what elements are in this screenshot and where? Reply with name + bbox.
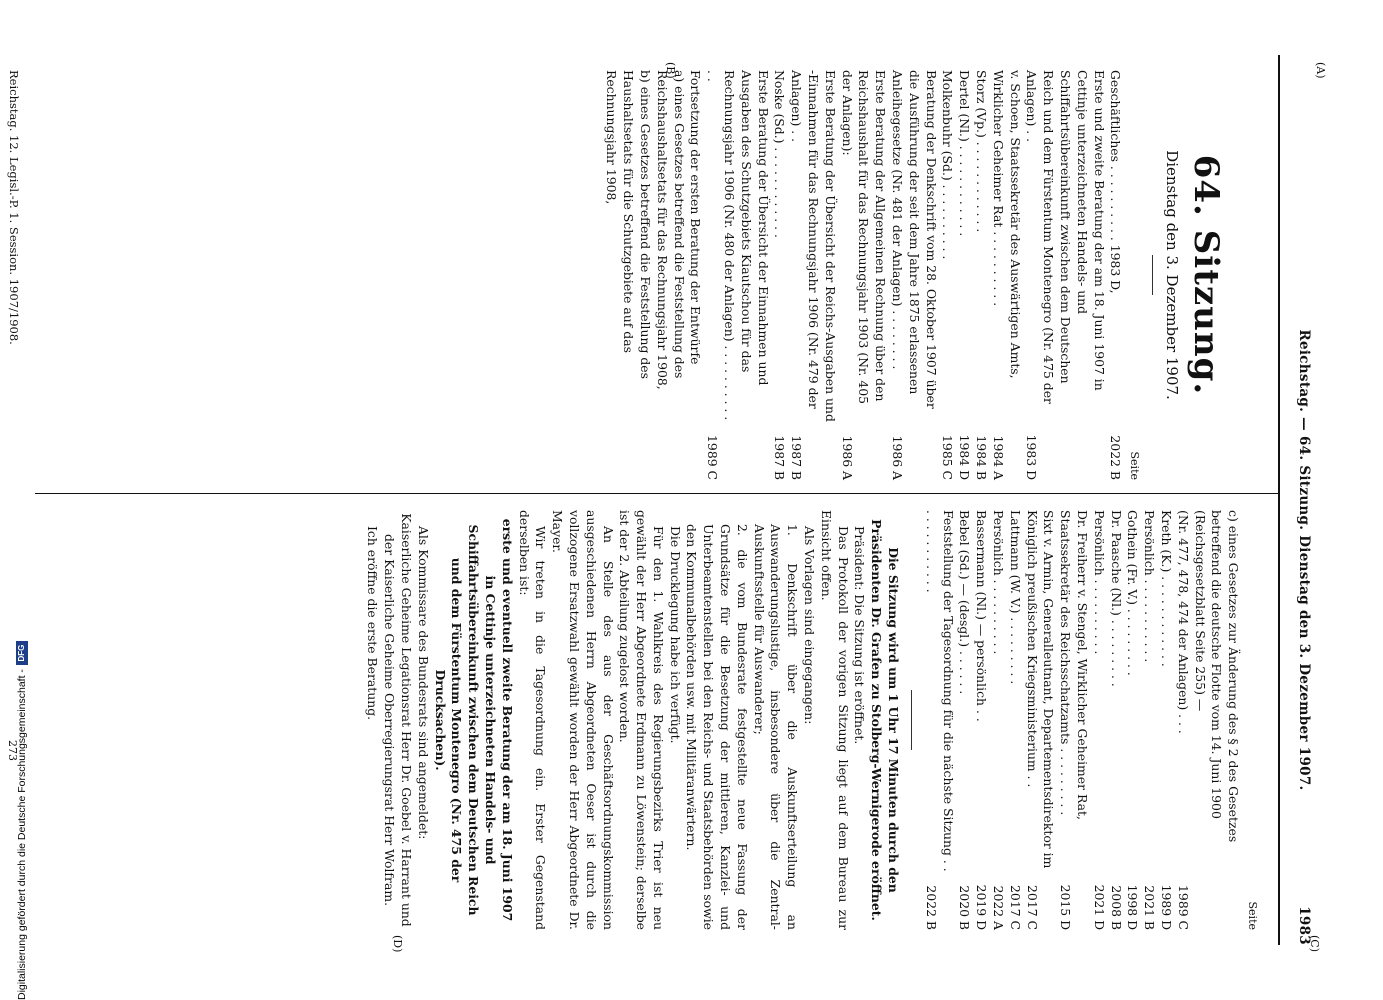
header-rule [1278, 55, 1280, 945]
contents-entry-page: 2022 B [923, 885, 939, 930]
contents-entry-page: 2015 D [1058, 884, 1074, 930]
contents-entry-text: Fortsetzung der ersten Beratung der Entwürfe [688, 70, 704, 365]
contents-entry-page: 1986 A [890, 435, 906, 480]
contents-entry-text: Molkenbuhr (Sd.) . . . . . . . . . . [940, 70, 956, 260]
contents-entry-page: 1986 A [839, 435, 855, 480]
contents-entry-page: 1985 C [940, 435, 956, 480]
contents-entry-page: 2017 C [1024, 885, 1040, 930]
submission-item-1: 1. Denkschrift über die Auskunftserteilung an Auswanderungslustige, insbesondere über die Zentral-Auskunftsstelle für Auswanderer; [751, 524, 801, 930]
proceedings [364, 510, 902, 930]
contents-entry [603, 70, 653, 480]
contents-entry [771, 70, 788, 480]
election-note: Für den 1. Wahlkreis des Regierungsbezirks Trier ist neu gewählt der Herr Abgeordnete Erdmann zu Löwenstein; derselbe ist der 2. Abteilung zugelost worden. [617, 510, 666, 930]
contents-entry-page: 1989 C [1175, 885, 1191, 930]
contents-entry-text: Dr. Freiherr v. Stengel, Wirklicher Geheimer Rat, Staatssekretär des Reichsschatzamts . . . . . . . . . [1058, 510, 1091, 820]
contents-entry-page: 1984 A [990, 435, 1006, 480]
contents-entry-text: Erste und zweite Beratung der am 18. Juni 1907 in Cettinje unterzeichneten Handels- und Schiffahrtsübereinkunft zwischen dem Deutschen Reich und dem Fürstentum Montenegro (Nr. 475 der Anlagen) . . [1024, 70, 1107, 404]
running-head: Reichstag. — 64. Sitzung. Dienstag den 3. Dezember 1907. [1296, 329, 1312, 791]
footer-sheet-number: 273 [6, 740, 19, 761]
contents-entry [838, 70, 888, 480]
contents-entry-text: Storz (Vp.) . . . . . . . . . . . . [974, 70, 990, 233]
contents-entry-page: 1987 B [789, 435, 805, 480]
commission-note: An Stelle des aus der Geschäftsordnungskommission ausgeschiedenen Herrn Abgeordneten Oeser ist durch die vollzogene Ersatzwahl gewählt worden der Herr Abgeordnete Dr. Mayer. [550, 510, 616, 930]
contents-entry [989, 510, 1006, 930]
president-opens: Präsident: Die Sitzung ist eröffnet. [852, 526, 868, 745]
contents-entry [888, 70, 938, 480]
contents-entry-text: Erste Beratung der Übersicht der Einnahmen und Ausgaben des Schutzgebiets Kiautschou für das Rechnungsjahr 1906 (Nr. 480 der Anlagen) . . . . . . . . . . . . [705, 70, 771, 421]
contents-entry [687, 70, 704, 480]
contents-entry [972, 70, 989, 480]
contents-entry-text: Beratung der Denkschrift vom 28. Oktober 1907 über die Ausführung der seit dem Jahre 1875 erlassenen Anleihegesetze (Nr. 481 der Anlagen) . . . . . . . . [890, 70, 939, 409]
contents-entry [955, 70, 972, 480]
contents-entry [1174, 510, 1191, 930]
contents-entry [1107, 70, 1124, 480]
contents-entry [1140, 510, 1157, 930]
margin-letter-b: (B) [664, 62, 677, 79]
seite-label: Seite [1128, 451, 1142, 480]
agenda-intro: Wir treten in die Tagesordnung ein. Erster Gegenstand derselben ist: [516, 510, 549, 930]
contents-entry-page: 2008 B [1108, 885, 1124, 930]
contents-entry [1107, 510, 1124, 930]
contents-entry [1090, 510, 1107, 930]
session-title: 64. Sitzung. [1186, 154, 1226, 396]
contents-entry-page: 2017 C [1007, 885, 1023, 930]
contents-entry-text: (Nr. 477, 478, 474 der Anlagen) . . . [1175, 510, 1191, 734]
right-column [364, 510, 1260, 930]
seite-label-right: Seite [1246, 901, 1259, 930]
contents-entry [1191, 510, 1241, 930]
contents-entry-page: 1984 D [957, 434, 973, 480]
dfg-logo-icon: DFG [16, 641, 28, 665]
left-column [603, 70, 1260, 480]
contents-entry-text: Bassermann (Nl.) — persönlich . . [974, 510, 990, 722]
contents-entry-page: 2022 B [1108, 435, 1124, 480]
contents-end-rule [911, 690, 912, 750]
contents-entry [1124, 510, 1141, 930]
contents-entry [1006, 510, 1023, 930]
contents-list-left [603, 70, 1124, 480]
contents-entry-text: Erste Beratung der Allgemeinen Rechnung über den Reichshaushalt für das Rechnungsjahr 1903 (Nr. 405 der Anlagen): [839, 70, 889, 405]
contents-entry [989, 70, 1023, 480]
contents-entry-page: 1987 B [772, 435, 788, 480]
contents-entry-page: 2021 B [1142, 885, 1158, 930]
contents-entry-text: Bebel (Sd.) — (desgl.) . . . . . . [957, 510, 973, 695]
commissioners-intro: Als Kommissare des Bundesrats sind angemeldet: [415, 526, 431, 840]
contents-entry [653, 70, 687, 480]
contents-entry [703, 70, 770, 480]
printing-note: Die Drucklegung habe ich verfügt. [667, 526, 683, 744]
contents-entry [787, 70, 837, 480]
column-rule [35, 493, 1280, 494]
margin-letter-d: (D) [391, 935, 404, 953]
dfg-credit [16, 641, 28, 1000]
title-rule [1152, 255, 1153, 295]
opening-line: Die Sitzung wird um 1 Uhr 17 Minuten durch den Präsidenten Dr. Grafen zu Stolberg-Wernigerode eröffnet. [869, 519, 902, 921]
protocol-note: Das Protokoll der vorigen Sitzung liegt auf dem Bureau zur Einsicht offen. [818, 510, 851, 930]
contents-entry-text: a) eines Gesetzes betreffend die Feststellung des Reichshaushaltsetats für das Rechnungsjahr 1908, [654, 70, 687, 390]
margin-letter-a: (A) [1314, 62, 1327, 79]
contents-entry-text: Persönlich . . . . . . . . . . [991, 510, 1007, 655]
dfg-credit-text: Digitalisierung gefördert durch die Deutsche Forschungsgemeinschaft - [16, 669, 28, 1000]
contents-entry [922, 510, 956, 930]
contents-entry-page: 1989 C [705, 435, 721, 480]
contents-entry-page: 1989 D [1159, 884, 1175, 930]
margin-letter-c: (C) [1308, 935, 1321, 952]
submissions-intro: Als Vorlagen sind eingegangen: [802, 526, 818, 725]
session-date: Dienstag den 3. Dezember 1907. [1163, 150, 1181, 400]
contents-entry-text: Dertel (Nl.) . . . . . . . . . . . . [957, 70, 973, 237]
contents-entry [972, 510, 989, 930]
contents-entry-page: 2020 B [957, 885, 973, 930]
contents-entry-page: 2022 A [991, 885, 1007, 930]
contents-entry-text: Lattmann (W. V.) . . . . . . . . . [1007, 510, 1023, 685]
contents-entry-text: Erste Beratung der Übersicht der Reichs-Ausgaben und -Einnahmen für das Rechnungsjahr 1906 (Nr. 479 der Anlagen) . . [789, 70, 838, 422]
contents-entry [1157, 510, 1174, 930]
contents-entry-text: Persönlich . . . . . . . . . . [1091, 510, 1107, 655]
contents-entry-page: 2019 D [974, 884, 990, 930]
contents-list-right [922, 510, 1241, 930]
contents-entry-text: c) eines Gesetzes zur Änderung des § 2 des Gesetzes betreffend die deutsche Flotte vom 14. Juni 1900 (Reichsgesetzblatt Seite 255) — [1192, 510, 1242, 843]
contents-entry-text: Sixt v. Armin, Generalleutnant, Departementsdirektor im Königlich preußischen Kriegsministerium . . [1024, 510, 1057, 869]
first-reading-open: Ich eröffne die erste Beratung. [365, 526, 381, 721]
contents-entry-text: Noske (Sd.) . . . . . . . . . . . . [772, 70, 788, 238]
contents-entry-page: 2021 D [1091, 884, 1107, 930]
contents-entry-text: Feststellung der Tagesordnung für die nächste Sitzung . . . . . . . . . . . . . [923, 510, 956, 872]
footer-legislature: Reichstag. 12. Legisl.-P. 1. Session. 1907/1908. [7, 70, 21, 345]
contents-entry [1023, 70, 1107, 480]
contents-entry-text: v. Schoen, Staatssekretär des Auswärtigen Amts, Wirklicher Geheimer Rat . . . . . . . . . . [990, 70, 1023, 379]
contents-entry-page: 1983 D [1024, 434, 1040, 480]
contents-entry-page: 1984 B [974, 435, 990, 480]
contents-entry [1023, 510, 1057, 930]
agenda-item: erste und eventuell zweite Beratung der am 18. Juni 1907 in Cettinje unterzeichneten Handels- und Schiffahrtsübereinkunft zwischen dem Deutschen Reich und dem Fürstentum Montenegro (Nr. 475 der Drucksachen). [432, 518, 515, 922]
contents-entry-text: Gothein (Fr. V.) . . . . . . . . . [1125, 510, 1141, 676]
contents-entry-text: Persönlich . . . . . . . . . . . [1142, 510, 1158, 663]
contents-entry-text: b) eines Gesetzes betreffend die Feststellung des Haushaltsetats für die Schutzgebiete auf das Rechnungsjahr 1908, [604, 70, 654, 379]
commissioners-names: Kaiserliche Geheime Legationsrat Herr Dr. Goebel v. Harrant und der Kaiserliche Geheime Oberregierungsrat Herr Wolfram. [382, 513, 414, 927]
submission-item-2: 2. die vom Bundesrate festgestellte neue Fassung der Grundsätze für die Besetzung der mittleren, Kanzlei- und Unterbeamtenstellen bei den Reichs- und Staatsbehörden sowie den Kommunalbehörden usw. mit Militäranwärtern. [684, 524, 750, 930]
contents-entry-text: Kreth (K.) . . . . . . . . . . . . [1159, 510, 1175, 667]
contents-entry [1056, 510, 1090, 930]
contents-entry-page: 1998 D [1125, 884, 1141, 930]
contents-entry [956, 510, 973, 930]
contents-entry-text: Dr. Paasche (Nl.) . . . . . . . . . [1108, 510, 1124, 687]
contents-entry [939, 70, 956, 480]
page-number: 1983 [1296, 906, 1312, 945]
contents-entry-text: Geschäftliches . . . . . . . . . . 1983 D, [1108, 70, 1124, 294]
